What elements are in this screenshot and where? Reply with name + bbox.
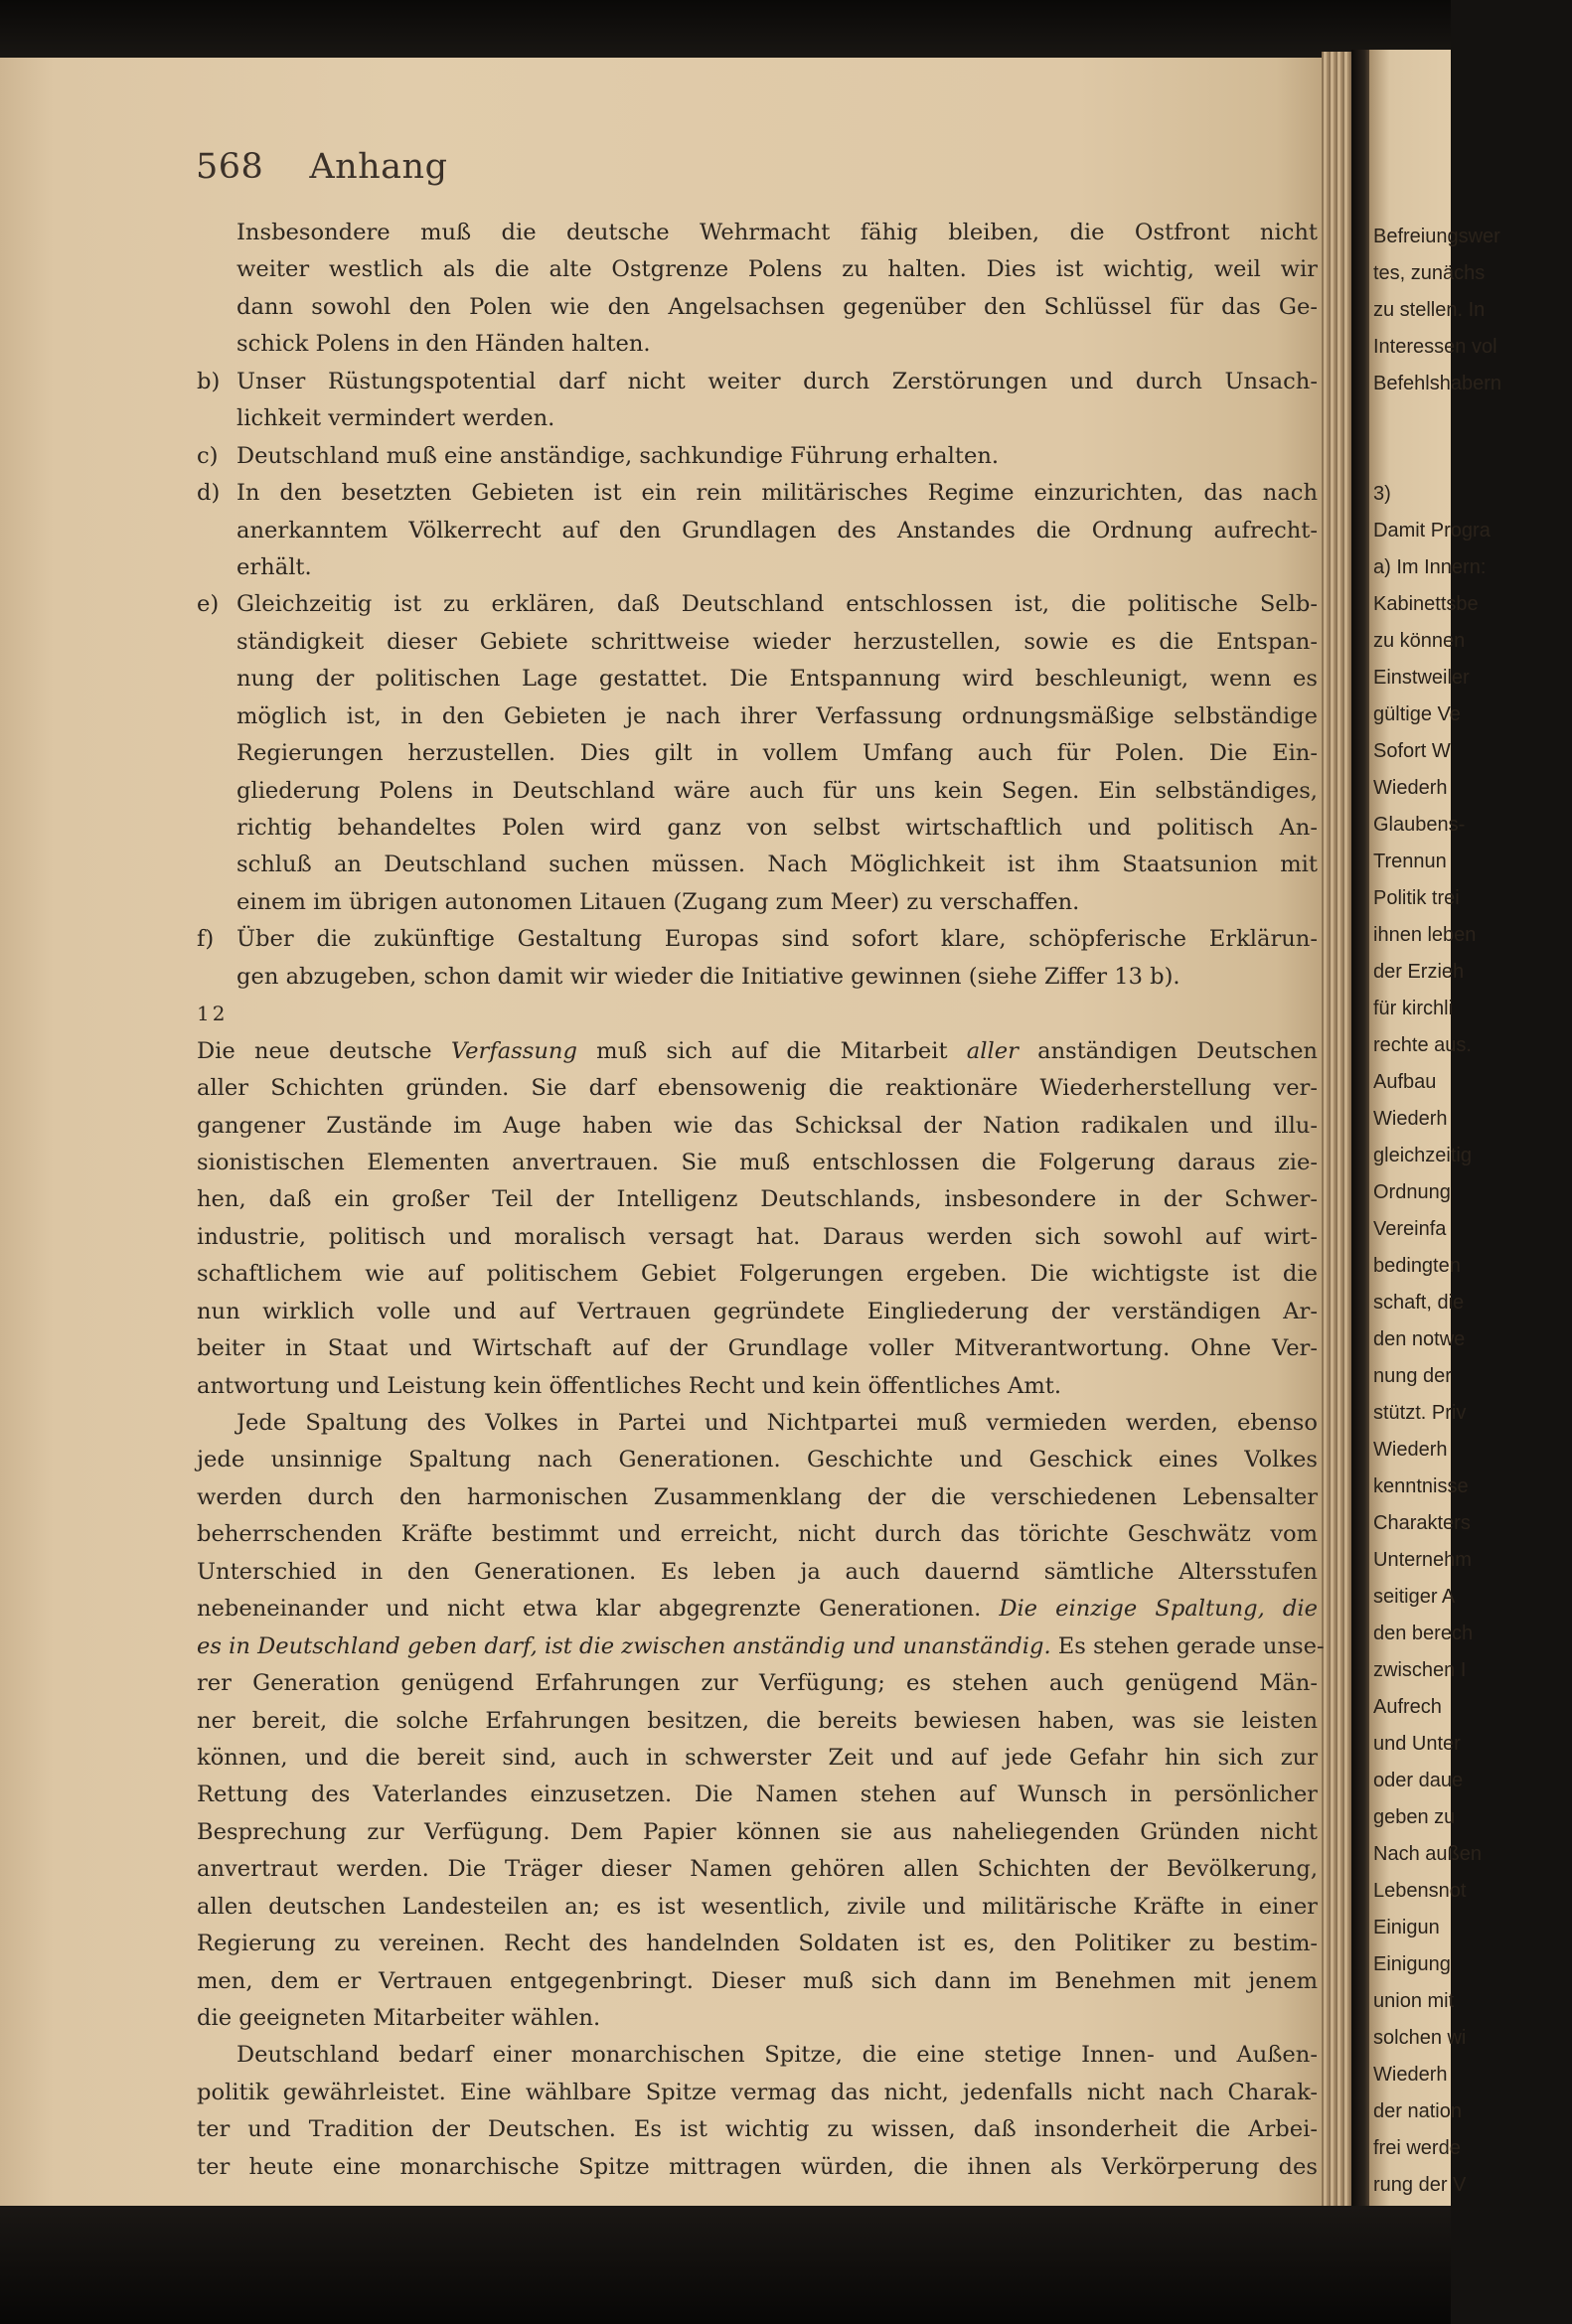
text-line: politik gewährleistet. Eine wählbare Spitze vermag das nicht, jedenfalls nicht nach Charak- — [197, 2079, 1318, 2105]
list-item-text: In den besetzten Gebieten ist ein rein militärisches Regime einzurichten, das nach — [236, 480, 1318, 507]
text-run: Die neue deutsche — [197, 1037, 451, 1064]
text-line: hen, daß ein großer Teil der Intelligenz Deutschlands, insbesondere in der Schwer- — [197, 1186, 1318, 1213]
text-line: lichkeit vermindert werden. — [236, 405, 555, 432]
text-line: Jede Spaltung des Volkes in Partei und Nichtpartei muß vermieden werden, ebenso — [236, 1410, 1318, 1436]
right-page-line: Unternehm — [1373, 1549, 1472, 1571]
text-line: beherrschenden Kräfte bestimmt und erreicht, nicht durch das törichte Geschwätz vom — [197, 1521, 1318, 1548]
text-line: dann sowohl den Polen wie den Angelsachsen gegenüber den Schlüssel für das Ge- — [236, 293, 1318, 320]
right-page-line: ihnen leben — [1373, 924, 1477, 946]
right-page-line — [1373, 402, 1572, 439]
text-line — [197, 1033, 1318, 1070]
page-edges — [1322, 52, 1351, 2218]
right-page-line: Aufrech — [1373, 1696, 1442, 1718]
text-line: schaftlichem wie auf politischem Gebiet Folgerungen ergeben. Die wichtigste ist die — [197, 1261, 1318, 1288]
text-run: anständigen Deutschen — [1018, 1037, 1318, 1064]
text-run: Es stehen gerade unse- — [1050, 1632, 1325, 1659]
right-page-line: Aufbau — [1373, 1071, 1437, 1093]
list-item-label: d) — [197, 480, 221, 507]
section-number: 12 — [197, 1002, 229, 1026]
text-run: nebeneinander und nicht etwa klar abgegrenzte Generationen. — [197, 1596, 1000, 1623]
right-page-line: Kabinettsbe — [1373, 593, 1479, 615]
right-page-line: Charakters — [1373, 1512, 1471, 1534]
text-line: schick Polens in den Händen halten. — [236, 331, 651, 358]
text-line: industrie, politisch und moralisch versagt hat. Daraus werden sich sowohl auf wirt- — [197, 1223, 1318, 1250]
right-page-line: Einstweiler — [1373, 667, 1470, 689]
text-line: allen deutschen Landesteilen an; es ist wesentlich, zivile und militärische Kräfte in einer — [197, 1893, 1318, 1920]
running-title: Anhang — [309, 147, 448, 187]
list-item-text: Über die zukünftige Gestaltung Europas sind sofort klare, schöpferische Erklärun- — [236, 926, 1318, 953]
right-page-line: Einigung — [1373, 1953, 1451, 1975]
text-line: weiter westlich als die alte Ostgrenze Polens zu halten. Dies ist wichtig, weil wir — [236, 256, 1318, 283]
text-run: muß sich auf die Mitarbeit — [576, 1037, 967, 1064]
text-line: schluß an Deutschland suchen müssen. Nach Möglichkeit ist ihm Staatsunion mit — [236, 852, 1318, 878]
right-page-line: der Erzieh — [1373, 961, 1465, 983]
right-page-line: rung der V — [1373, 2174, 1467, 2196]
text-line: anvertraut werden. Die Träger dieser Namen gehören allen Schichten der Bevölkerung, — [197, 1856, 1318, 1883]
right-page-line: frei werde — [1373, 2137, 1461, 2159]
text-line: Deutschland bedarf einer monarchischen Spitze, die eine stetige Innen- und Außen- — [236, 2042, 1318, 2069]
right-page-line — [1373, 439, 1572, 476]
right-page-line: kenntnisse — [1373, 1475, 1469, 1497]
right-page-line: Damit Progra — [1373, 520, 1491, 542]
right-page — [1369, 50, 1501, 2226]
right-page-line: a) Im Innern: — [1373, 556, 1487, 578]
list-item — [197, 921, 1318, 958]
text-line: einem im übrigen autonomen Litauen (Zugang zum Meer) zu verschaffen. — [236, 888, 1080, 915]
text-line — [197, 1628, 1325, 1665]
text-line: men, dem er Vertrauen entgegenbringt. Dieser muß sich dann im Benehmen mit jenem — [197, 1967, 1318, 1994]
right-page-line: gleichzeitig — [1373, 1145, 1472, 1166]
text-run: Die einzige Spaltung, die — [999, 1596, 1318, 1623]
list-item-label: b) — [197, 368, 221, 394]
right-page-line: 3) — [1373, 483, 1391, 505]
list-item-text: Unser Rüstungspotential darf nicht weiter durch Zerstörungen und durch Unsach- — [236, 368, 1318, 394]
page-number: 568 — [196, 147, 264, 187]
list-item — [197, 364, 1318, 400]
right-page-line: oder daue — [1373, 1770, 1464, 1791]
list-item-label: c) — [197, 442, 219, 469]
right-page-line: Ordnung — [1373, 1181, 1451, 1203]
text-line: nung der politischen Lage gestattet. Die Entspannung wird beschleunigt, wenn es — [236, 666, 1318, 693]
right-page-line: Wiederh — [1373, 1439, 1448, 1461]
text-run: es in Deutschland geben darf, ist die zwischen anständig und unanständig. — [197, 1632, 1051, 1659]
right-page-line: tes, zunächs — [1373, 262, 1486, 284]
right-page-text — [1373, 219, 1572, 2204]
right-page-line: nung der — [1373, 1365, 1452, 1387]
text-run: aller — [966, 1037, 1019, 1064]
text-line: gliederung Polens in Deutschland wäre auch für uns kein Segen. Ein selbständiges, — [236, 777, 1318, 804]
right-page-line: Wiederh — [1373, 1108, 1448, 1130]
right-page-line: Wiederh — [1373, 2064, 1448, 2086]
text-line: gen abzugeben, schon damit wir wieder die Initiative gewinnen (siehe Ziffer 13 b). — [236, 963, 1180, 990]
right-page-line: solchen wi — [1373, 2027, 1467, 2049]
right-page-line: Vereinfa — [1373, 1218, 1447, 1240]
right-page-line: gültige Ve — [1373, 703, 1461, 725]
right-page-line: Lebensnot — [1373, 1880, 1467, 1902]
list-item — [197, 475, 1318, 512]
right-page-line: für kirchli — [1373, 998, 1454, 1019]
right-page-line: der nation — [1373, 2100, 1462, 2122]
right-page-line: stützt. Priv — [1373, 1402, 1467, 1424]
text-line: Regierung zu vereinen. Recht des handelnden Soldaten ist es, den Politiker zu bestim- — [197, 1931, 1318, 1957]
text-line: Besprechung zur Verfügung. Dem Papier können sie aus naheliegenden Gründen nicht — [197, 1818, 1318, 1845]
right-page-line: den berech — [1373, 1623, 1474, 1644]
text-line: beiter in Staat und Wirtschaft auf der Grundlage voller Mitverantwortung. Ohne Ver- — [197, 1335, 1318, 1362]
right-page-line: Einigun — [1373, 1917, 1440, 1938]
right-page-line: seitiger A — [1373, 1586, 1456, 1608]
text-line: rer Generation genügend Erfahrungen zur Verfügung; es stehen auch genügend Män- — [197, 1670, 1318, 1697]
right-page-line: bedingten — [1373, 1255, 1461, 1277]
right-page-line: und Unter — [1373, 1733, 1461, 1755]
text-run: Verfassung — [450, 1037, 577, 1064]
right-page-line: zu stellen. In — [1373, 299, 1486, 321]
text-line: nun wirklich volle und auf Vertrauen gegründete Eingliederung der verständigen Ar- — [197, 1298, 1318, 1324]
list-item — [197, 438, 1318, 475]
text-line: Unterschied in den Generationen. Es leben ja auch dauernd sämtliche Altersstufen — [197, 1558, 1318, 1585]
text-line: ner bereit, die solche Erfahrungen besitzen, die bereits bewiesen haben, was sie leisten — [197, 1707, 1318, 1734]
text-line — [197, 1591, 1318, 1627]
right-page-line: Interessen vol — [1373, 336, 1497, 358]
list-item-label: f) — [197, 926, 215, 953]
right-page-line: Sofort W — [1373, 740, 1451, 762]
right-page-line: rechte aus. — [1373, 1034, 1472, 1056]
page-header — [196, 147, 447, 187]
text-line: die geeigneten Mitarbeiter wählen. — [197, 2005, 601, 2031]
text-line: können, und die bereit sind, auch in schwerster Zeit und auf jede Gefahr hin sich zur — [197, 1744, 1318, 1771]
right-page-line: Befehlshabern — [1373, 373, 1501, 394]
text-line: erhält. — [236, 553, 312, 580]
right-page-line: Nach außen — [1373, 1843, 1482, 1865]
scan-bottom-shadow — [0, 2206, 1451, 2324]
text-line: Rettung des Vaterlandes einzusetzen. Die Namen stehen auf Wunsch in persönlicher — [197, 1782, 1318, 1808]
list-item — [197, 586, 1318, 623]
right-page-line: schaft, die — [1373, 1292, 1465, 1314]
right-page-line: geben zu — [1373, 1806, 1456, 1828]
text-line: Regierungen herzustellen. Dies gilt in vollem Umfang auch für Polen. Die Ein- — [236, 740, 1318, 767]
right-page-line: den notwe — [1373, 1328, 1466, 1350]
text-line: sionistischen Elementen anvertrauen. Sie muß entschlossen die Folgerung daraus zie- — [197, 1149, 1318, 1175]
right-page-line: Glaubens- — [1373, 814, 1466, 836]
right-page-line: Wiederh — [1373, 777, 1448, 799]
text-line: gangener Zustände im Auge haben wie das Schicksal der Nation radikalen und illu- — [197, 1112, 1318, 1139]
right-page-line: zu können — [1373, 630, 1466, 652]
list-item-text: Gleichzeitig ist zu erklären, daß Deutschland entschlossen ist, die politische Selb- — [236, 591, 1318, 618]
body-text — [197, 215, 1325, 2186]
text-line: antwortung und Leistung kein öffentliches Recht und kein öffentliches Amt. — [197, 1372, 1062, 1399]
text-line: ter und Tradition der Deutschen. Es ist wichtig zu wissen, daß insonderheit die Arbei- — [197, 2116, 1318, 2143]
right-page-line: zwischen I — [1373, 1659, 1467, 1681]
text-line: richtig behandeltes Polen wird ganz von selbst wirtschaftlich und politisch An- — [236, 815, 1318, 841]
right-page-line: Trennun — [1373, 851, 1447, 872]
right-page-line: Befreiungswer — [1373, 226, 1500, 247]
text-line: jede unsinnige Spaltung nach Generationen. Geschichte und Geschick eines Volkes — [197, 1447, 1318, 1473]
list-item-text: Deutschland muß eine anständige, sachkundige Führung erhalten. — [236, 442, 1000, 469]
text-line: werden durch den harmonischen Zusammenklang der die verschiedenen Lebensalter — [197, 1483, 1318, 1510]
text-line: Insbesondere muß die deutsche Wehrmacht fähig bleiben, die Ostfront nicht — [236, 220, 1318, 245]
right-page-line: Politik trei — [1373, 887, 1460, 909]
right-page-line: union mit — [1373, 1990, 1455, 2012]
text-line: ständigkeit dieser Gebiete schrittweise wieder herzustellen, sowie es die Entspan- — [236, 628, 1318, 655]
text-line: möglich ist, in den Gebieten je nach ihrer Verfassung ordnungsmäßige selbständige — [236, 702, 1318, 729]
list-item-label: e) — [197, 591, 220, 618]
text-line: aller Schichten gründen. Sie darf ebensowenig die reaktionäre Wiederherstellung ver- — [197, 1075, 1318, 1102]
text-line: anerkanntem Völkerrecht auf den Grundlagen des Anstandes die Ordnung aufrecht- — [236, 517, 1318, 543]
text-line: ter heute eine monarchische Spitze mittragen würden, die ihnen als Verkörperung des — [197, 2153, 1318, 2180]
